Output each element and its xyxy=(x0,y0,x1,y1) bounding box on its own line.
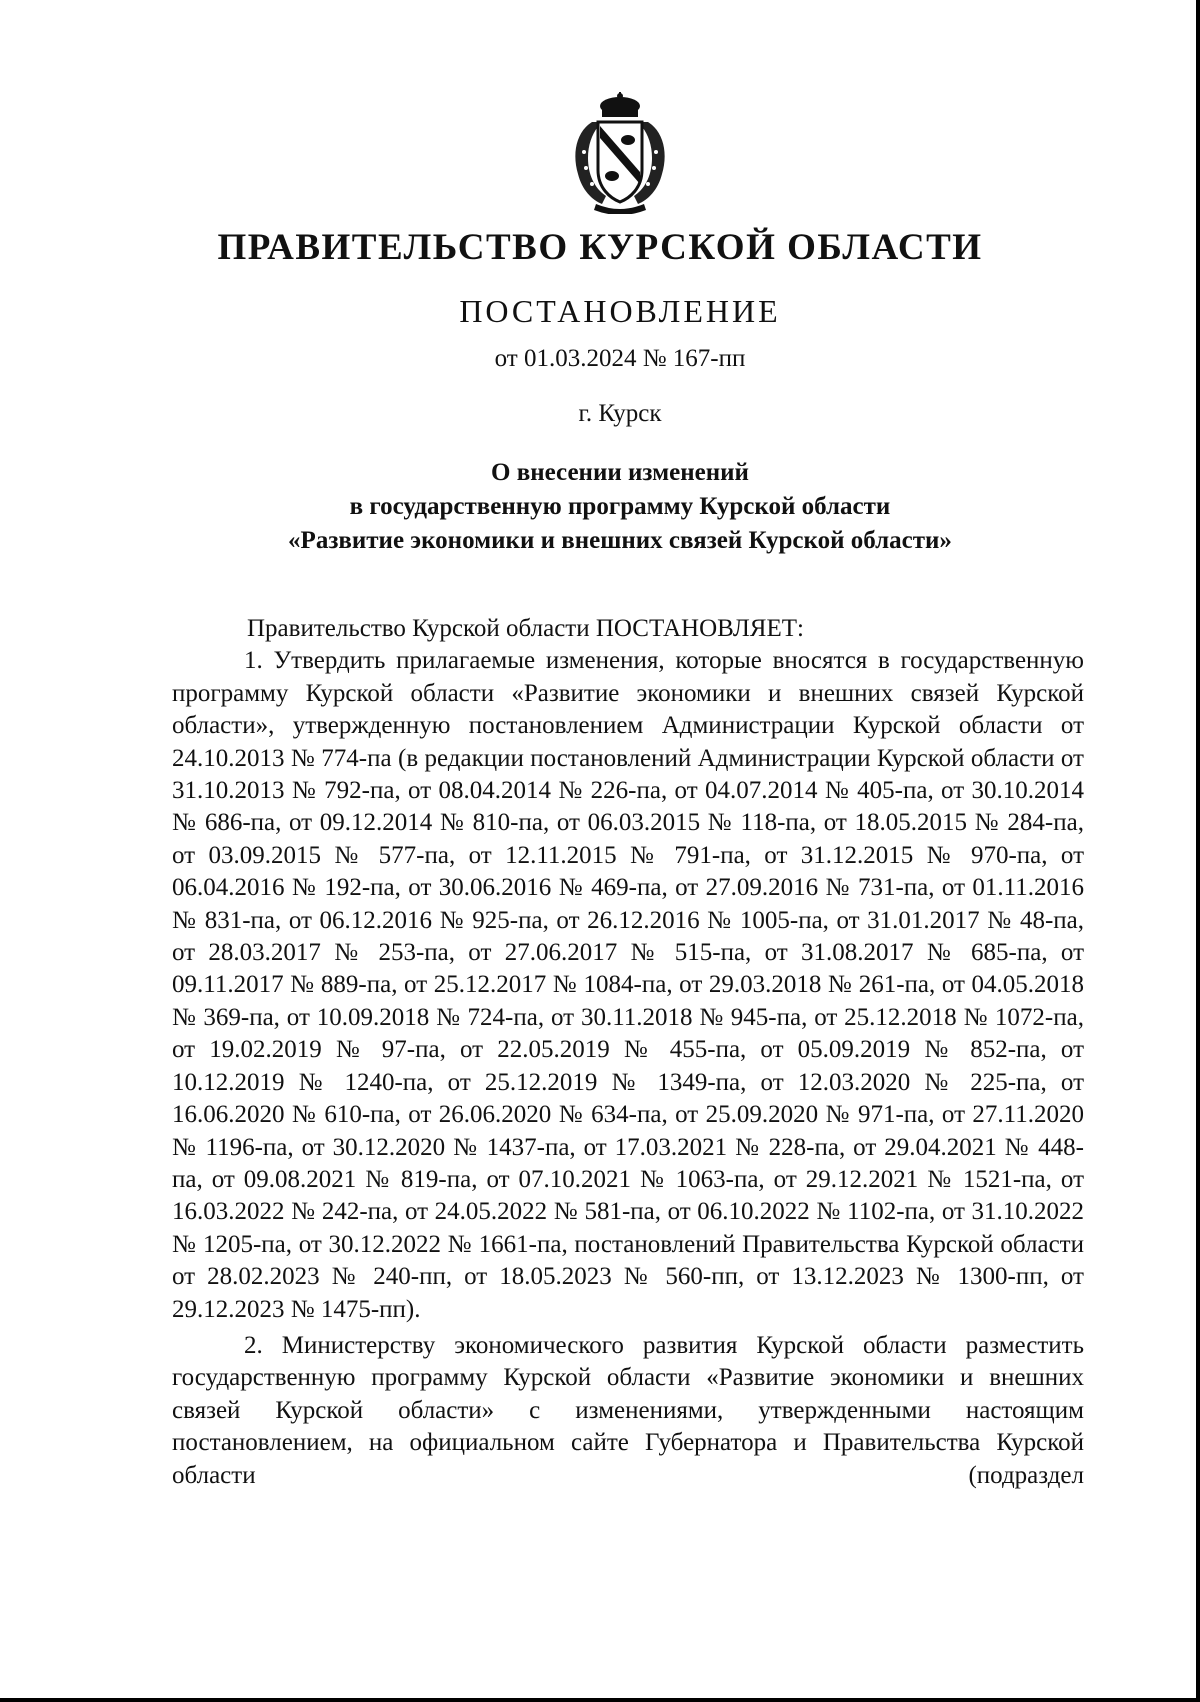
scan-edge xyxy=(0,1698,1200,1702)
document-number: от 01.03.2024 № 167-пп xyxy=(494,345,746,372)
subject-line: в государственную программу Курской области xyxy=(349,493,891,520)
subject-line: «Развитие экономики и внешних связей Курской области» xyxy=(288,527,952,554)
document-type: ПОСТАНОВЛЕНИЕ xyxy=(459,293,781,329)
resolution-item-1: 1. Утвердить прилагаемые изменения, которые вносятся в государственную программу Курской области «Развитие экономики и внешних связей Курской области», утвержденную постановлением Администрации Курской области от 24.10.2013 № 774-па (в редакции постановлений Администрации Курской области от 31.10.2013 № 792-па, от 08.04.2014 № 226-па, от 04.07.2014 № 405-па, от 30.10.2014 № 686-па, от 09.12.2014 № 810-па, от 06.03.2015 № 118-па, от 18.05.2015 № 284-па, от 03.09.2015 № 577-па, от 12.11.2015 № 791-па, от 31.12.2015 № 970-па, от 06.04.2016 № 192-па, от 30.06.2016 № 469-па, от 27.09.2016 № 731-па, от 01.11.2016 № 831-па, от 06.12.2016 № 925-па, от 26.12.2016 № 1005-па, от 31.01.2017 № 48-па, от 28.03.2017 № 253-па, от 27.06.2017 № 515-па, от 31.08.2017 № 685-па, от 09.11.2017 № 889-па, от 25.12.2017 № 1084-па, от 29.03.2018 № 261-па, от 04.05.2018 № 369-па, от 10.09.2018 № 724-па, от 30.11.2018 № 945-па, от 25.12.2018 № 1072-па, от 19.02.2019 № 97-па, от 22.05.2019 № 455-па, от 05.09.2019 № 852-па, от 10.12.2019 № 1240-па, от 25.12.2019 № 1349-па, от 12.03.2020 № 225-па, от 16.06.2020 № 610-па, от 26.06.2020 № 634-па, от 25.09.2020 № 971-па, от 27.11.2020 № 1196-па, от 30.12.2020 № 1437-па, от 17.03.2021 № 228-па, от 29.04.2021 № 448-па, от 09.08.2021 № 819-па, от 07.10.2021 № 1063-па, от 29.12.2021 № 1521-па, от 16.03.2022 № 242-па, от 24.05.2022 № 581-па, от 06.10.2022 № 1102-па, от 31.10.2022 № 1205-па, от 30.12.2022 № 1661-па, постановлений Правительства Курской области от 28.02.2023 № 240-пп, от 18.05.2023 № 560-пп, от 13.12.2023 № 1300-пп, от 29.12.2023 № 1475-пп). xyxy=(172,647,1084,1323)
resolution-intro: Правительство Курской области ПОСТАНОВЛЯЕТ: xyxy=(247,615,804,642)
subject-line: О внесении изменений xyxy=(491,459,749,486)
scan-edge xyxy=(1196,0,1200,1702)
resolution-item-2: 2. Министерству экономического развития Курской области разместить государственную программу Курской области «Развитие экономики и внешних связей Курской области» с изменениями, утвержденными настоящим постановлением, на официальном сайте Губернатора и Правительства Курской области (подраздел xyxy=(172,1331,1084,1489)
government-title: ПРАВИТЕЛЬСТВО КУРСКОЙ ОБЛАСТИ xyxy=(217,227,983,268)
coat-of-arms-icon xyxy=(562,92,678,214)
document-body xyxy=(172,613,1084,1492)
document-subject xyxy=(0,456,1200,558)
document-city: г. Курск xyxy=(578,400,662,427)
